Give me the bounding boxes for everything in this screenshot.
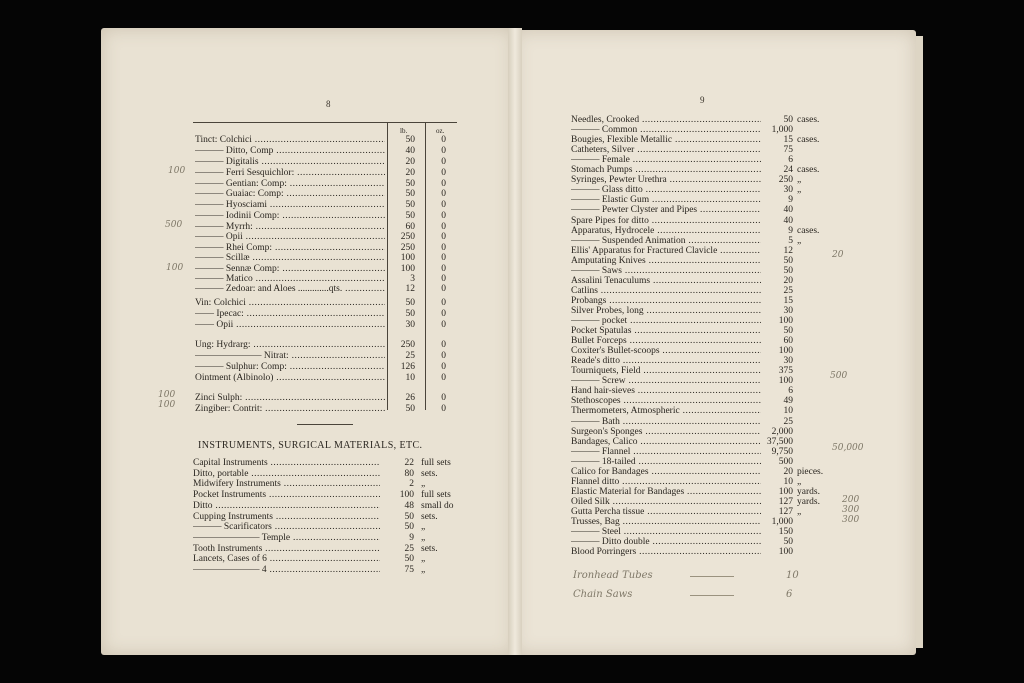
- item-lb-value: 100: [400, 264, 415, 274]
- handwritten-label: Chain Saws: [573, 589, 633, 600]
- item-qty: 100: [778, 547, 793, 558]
- item-qty: 100: [778, 346, 793, 357]
- item-label: ——— Common .....: [571, 125, 761, 136]
- item-label: Silver Probes, long .....: [571, 306, 761, 317]
- instrument-label: Midwifery Instruments .....: [193, 479, 380, 490]
- item-label: ——— Screw .....: [571, 376, 761, 387]
- item-label: ——— Pewter Clyster and Pipes .....: [571, 205, 761, 216]
- margin-note: 50,000: [832, 443, 864, 453]
- instrument-unit: „: [421, 522, 426, 533]
- margin-note: 100: [168, 166, 186, 176]
- item-label: Elastic Material for Bandages .....: [571, 487, 761, 498]
- item-qty: 375: [778, 366, 793, 377]
- item-unit: yards.: [797, 486, 820, 497]
- item-label: Surgeon's Sponges .....: [571, 427, 761, 438]
- item-label: Bougies, Flexible Metallic .....: [571, 135, 761, 146]
- item-label: ——— Female .....: [571, 155, 761, 166]
- instrument-qty: 75: [404, 565, 414, 575]
- item-qty: 1,000: [771, 125, 793, 136]
- item-qty: 37,500: [766, 436, 793, 447]
- item-unit: „: [797, 235, 802, 246]
- instrument-qty: 25: [404, 543, 414, 554]
- item-label: Bandages, Calico .....: [571, 437, 761, 448]
- item-label: ——————— Nitrat: .....: [195, 351, 385, 362]
- item-oz-value: 0: [441, 274, 446, 284]
- item-qty: 15: [783, 135, 793, 146]
- item-qty: 40: [783, 205, 793, 216]
- item-oz-value: 0: [441, 200, 446, 210]
- item-lb-value: 60: [405, 222, 415, 232]
- item-unit: „: [797, 476, 802, 487]
- item-qty: 50: [783, 255, 793, 266]
- item-lb-value: 50: [405, 309, 415, 319]
- instrument-unit: small do: [421, 500, 454, 511]
- item-label: Catheters, Silver .....: [571, 145, 761, 156]
- item-label: ——— Digitalis .....: [195, 157, 385, 168]
- item-oz-value: 0: [441, 243, 446, 253]
- item-label: —— Opii .....: [195, 320, 385, 331]
- item-label: ——— Guaiac: Comp: .....: [195, 189, 385, 200]
- item-label: Flannel ditto .....: [571, 477, 761, 488]
- item-label: Hand hair-sieves .....: [571, 386, 761, 397]
- item-unit: „: [797, 185, 802, 196]
- item-lb-value: 250: [400, 243, 415, 253]
- item-label: Trusses, Bag .....: [571, 517, 761, 528]
- item-label: Stethoscopes .....: [571, 396, 761, 407]
- item-label: Pocket Spatulas .....: [571, 326, 761, 337]
- item-label: Oiled Silk .....: [571, 497, 761, 508]
- item-unit: yards.: [797, 496, 820, 507]
- instrument-unit: sets.: [421, 468, 438, 479]
- item-qty: 10: [783, 406, 793, 417]
- handwritten-dash: [690, 576, 734, 577]
- instrument-unit: „: [421, 532, 426, 543]
- margin-note: 100: [158, 390, 176, 400]
- item-label: ——— Sennæ Comp: .....: [195, 264, 385, 275]
- item-oz-value: 0: [441, 404, 446, 414]
- item-oz-value: 0: [441, 298, 446, 308]
- item-qty: 60: [783, 336, 793, 347]
- instrument-label: Capital Instruments .....: [193, 458, 380, 469]
- item-lb-value: 100: [400, 253, 415, 263]
- handwritten-label: Ironhead Tubes: [573, 570, 653, 581]
- margin-note: 500: [165, 220, 183, 230]
- instrument-label: Ditto, portable .....: [193, 469, 380, 480]
- item-oz-value: 0: [441, 168, 446, 178]
- item-label: Needles, Crooked .....: [571, 115, 761, 126]
- item-qty: 50: [783, 115, 793, 125]
- item-lb-value: 250: [400, 340, 415, 350]
- instrument-label: Lancets, Cases of 6 .....: [193, 554, 380, 565]
- item-qty: 30: [783, 185, 793, 196]
- item-qty: 6: [788, 155, 793, 166]
- instrument-label: ——— Scarificators .....: [193, 522, 380, 533]
- instrument-label: Pocket Instruments .....: [193, 490, 380, 501]
- instrument-qty: 48: [404, 500, 414, 511]
- instrument-unit: „: [421, 479, 426, 490]
- item-qty: 24: [783, 165, 793, 176]
- item-lb-value: 250: [400, 232, 415, 242]
- item-label: Tourniquets, Field .....: [571, 366, 761, 377]
- item-label: ——— Iodinii Comp: .....: [195, 211, 385, 222]
- item-unit: cases.: [797, 135, 820, 146]
- item-unit: cases.: [797, 115, 820, 125]
- item-unit: cases.: [797, 165, 820, 176]
- instrument-qty: 50: [404, 554, 414, 565]
- item-qty: 20: [783, 275, 793, 286]
- margin-note: 200: [842, 495, 860, 505]
- item-label: Reade's ditto .....: [571, 356, 761, 367]
- item-label: ——— Flannel .....: [571, 447, 761, 458]
- item-label: ——— Ferri Sesquichlor: .....: [195, 168, 385, 179]
- item-label: Catlins .....: [571, 286, 761, 297]
- item-label: Stomach Pumps .....: [571, 165, 761, 176]
- item-label: ——— Ditto, Comp .....: [195, 146, 385, 157]
- item-qty: 100: [778, 486, 793, 497]
- instrument-label: Ditto .....: [193, 501, 380, 512]
- item-oz-value: 0: [441, 320, 446, 330]
- instrument-label: Tooth Instruments .....: [193, 544, 380, 555]
- item-qty: 100: [778, 316, 793, 326]
- item-qty: 9,750: [771, 446, 793, 457]
- item-lb-value: 20: [405, 168, 415, 178]
- item-qty: 6: [788, 386, 793, 397]
- item-label: ——— 18-tailed .....: [571, 457, 761, 468]
- item-label: Ointment (Albinolo) .....: [195, 373, 385, 384]
- item-label: Ung: Hydrarg: .....: [195, 340, 385, 351]
- item-label: ——— Opii .....: [195, 232, 385, 243]
- item-label: ——— Rhei Comp: .....: [195, 243, 385, 254]
- column-head-lb: lb.: [400, 127, 408, 135]
- section-divider: [297, 424, 353, 425]
- section-heading: INSTRUMENTS, SURGICAL MATERIALS, ETC.: [198, 440, 423, 451]
- margin-note: 300: [842, 505, 860, 515]
- handwritten-qty: 6: [786, 589, 793, 600]
- item-lb-value: 126: [400, 362, 415, 372]
- table-top-rule: [193, 122, 457, 123]
- margin-note: 100: [158, 400, 176, 410]
- item-oz-value: 0: [441, 179, 446, 189]
- instrument-qty: 50: [404, 522, 414, 533]
- handwritten-dash: [690, 595, 734, 596]
- item-unit: „: [797, 175, 802, 186]
- item-qty: 150: [778, 527, 793, 538]
- item-label: Tinct: Colchici .....: [195, 135, 385, 146]
- item-unit: pieces.: [797, 466, 824, 477]
- item-oz-value: 0: [441, 135, 446, 145]
- item-label: ——— Steel .....: [571, 527, 761, 538]
- item-oz-value: 0: [441, 309, 446, 319]
- item-qty: 49: [783, 396, 793, 407]
- margin-note: 500: [830, 371, 848, 381]
- item-lb-value: 26: [405, 393, 415, 403]
- item-qty: 127: [778, 496, 793, 507]
- item-label: Zinci Sulph: .....: [195, 393, 385, 404]
- item-qty: 12: [783, 245, 793, 256]
- item-label: Calico for Bandages .....: [571, 467, 761, 478]
- item-qty: 9: [788, 195, 793, 206]
- item-qty: 40: [783, 215, 793, 226]
- item-label: Thermometers, Atmospheric .....: [571, 406, 761, 417]
- item-lb-value: 10: [405, 373, 415, 383]
- item-label: ——— Matico .....: [195, 274, 385, 285]
- item-label: Spare Pipes for ditto .....: [571, 216, 761, 227]
- item-qty: 50: [783, 326, 793, 337]
- item-oz-value: 0: [441, 362, 446, 372]
- item-label: ——— Scillæ .....: [195, 253, 385, 264]
- item-oz-value: 0: [441, 232, 446, 242]
- item-label: Gutta Percha tissue .....: [571, 507, 761, 518]
- item-label: Probangs .....: [571, 296, 761, 307]
- item-qty: 20: [783, 466, 793, 477]
- item-lb-value: 50: [405, 404, 415, 414]
- item-oz-value: 0: [441, 146, 446, 156]
- instrument-qty: 100: [399, 490, 414, 501]
- item-lb-value: 3: [410, 274, 415, 284]
- item-qty: 500: [778, 456, 793, 467]
- item-label: Ellis' Apparatus for Fractured Clavicle .....: [571, 246, 761, 257]
- instrument-qty: 2: [409, 479, 414, 490]
- item-oz-value: 0: [441, 351, 446, 361]
- item-label: ——— Hyosciami .....: [195, 200, 385, 211]
- item-oz-value: 0: [441, 284, 446, 294]
- item-oz-value: 0: [441, 157, 446, 167]
- item-oz-value: 0: [441, 264, 446, 274]
- item-qty: 250: [778, 175, 793, 186]
- left-page-number: 8: [326, 99, 331, 109]
- item-unit: „: [797, 506, 802, 517]
- item-oz-value: 0: [441, 340, 446, 350]
- item-lb-value: 30: [405, 320, 415, 330]
- item-qty: 1,000: [771, 517, 793, 527]
- item-label: Apparatus, Hydrocele .....: [571, 226, 761, 237]
- item-lb-value: 50: [405, 135, 415, 145]
- item-oz-value: 0: [441, 393, 446, 403]
- item-qty: 15: [783, 295, 793, 306]
- instrument-qty: 50: [404, 511, 414, 522]
- item-label: ——— Zedoar: and Aloes .............qts. .....: [195, 284, 385, 295]
- item-label: ——— Sulphur: Comp: .....: [195, 362, 385, 373]
- item-oz-value: 0: [441, 373, 446, 383]
- item-label: ——— Saws .....: [571, 266, 761, 277]
- item-qty: 50: [783, 265, 793, 276]
- instrument-label: ——————— 4 .....: [193, 565, 380, 576]
- item-qty: 75: [783, 145, 793, 156]
- instrument-unit: full sets: [421, 490, 451, 501]
- item-qty: 30: [783, 305, 793, 316]
- instrument-label: Cupping Instruments .....: [193, 512, 380, 523]
- instrument-unit: full sets: [421, 458, 451, 468]
- item-label: Coxiter's Bullet-scoops .....: [571, 346, 761, 357]
- item-qty: 25: [783, 285, 793, 296]
- item-qty: 100: [778, 376, 793, 387]
- item-label: ——— Myrrh: .....: [195, 222, 385, 233]
- item-lb-value: 50: [405, 298, 415, 308]
- item-label: ——— Ditto double .....: [571, 537, 761, 548]
- instrument-unit: sets.: [421, 543, 438, 554]
- item-lb-value: 25: [405, 351, 415, 361]
- item-lb-value: 50: [405, 189, 415, 199]
- item-lb-value: 12: [405, 284, 415, 294]
- item-label: Assalini Tenaculums .....: [571, 276, 761, 287]
- item-qty: 127: [778, 506, 793, 517]
- item-label: ——— Glass ditto .....: [571, 185, 761, 196]
- item-label: ——— pocket .....: [571, 316, 761, 327]
- item-qty: 10: [783, 476, 793, 487]
- item-oz-value: 0: [441, 211, 446, 221]
- item-label: ——— Suspended Animation .....: [571, 236, 761, 247]
- item-oz-value: 0: [441, 189, 446, 199]
- instrument-qty: 22: [404, 458, 414, 468]
- instrument-qty: 9: [409, 532, 414, 543]
- instrument-unit: „: [421, 565, 426, 575]
- item-qty: 50: [783, 537, 793, 548]
- item-lb-value: 50: [405, 179, 415, 189]
- item-label: Blood Porringers .....: [571, 547, 761, 558]
- handwritten-qty: 10: [786, 570, 799, 581]
- instrument-qty: 80: [404, 468, 414, 479]
- item-label: Zingiber: Contrit: .....: [195, 404, 385, 415]
- item-qty: 5: [788, 235, 793, 246]
- instrument-unit: sets.: [421, 511, 438, 522]
- instrument-unit: „: [421, 554, 426, 565]
- item-label: —— Ipecac: .....: [195, 309, 385, 320]
- margin-note: 300: [842, 515, 860, 525]
- item-lb-value: 50: [405, 211, 415, 221]
- margin-note: 100: [166, 263, 184, 273]
- item-lb-value: 50: [405, 200, 415, 210]
- item-lb-value: 20: [405, 157, 415, 167]
- item-unit: cases.: [797, 225, 820, 236]
- item-qty: 25: [783, 416, 793, 427]
- margin-note: 20: [832, 250, 844, 260]
- item-oz-value: 0: [441, 253, 446, 263]
- item-label: Syringes, Pewter Urethra .....: [571, 175, 761, 186]
- item-label: ——— Bath .....: [571, 417, 761, 428]
- item-label: ——— Gentian: Comp: .....: [195, 179, 385, 190]
- item-oz-value: 0: [441, 222, 446, 232]
- column-head-oz: oz.: [436, 127, 445, 135]
- item-label: ——— Elastic Gum .....: [571, 195, 761, 206]
- item-lb-value: 40: [405, 146, 415, 156]
- item-label: Vin: Colchici .....: [195, 298, 385, 309]
- item-label: Bullet Forceps .....: [571, 336, 761, 347]
- item-qty: 2,000: [771, 426, 793, 437]
- right-page-number: 9: [700, 95, 705, 105]
- item-label: Amputating Knives .....: [571, 256, 761, 267]
- book-gutter: [508, 28, 522, 655]
- item-qty: 9: [788, 225, 793, 236]
- instrument-label: ——————— Temple .....: [193, 533, 380, 544]
- item-qty: 30: [783, 356, 793, 367]
